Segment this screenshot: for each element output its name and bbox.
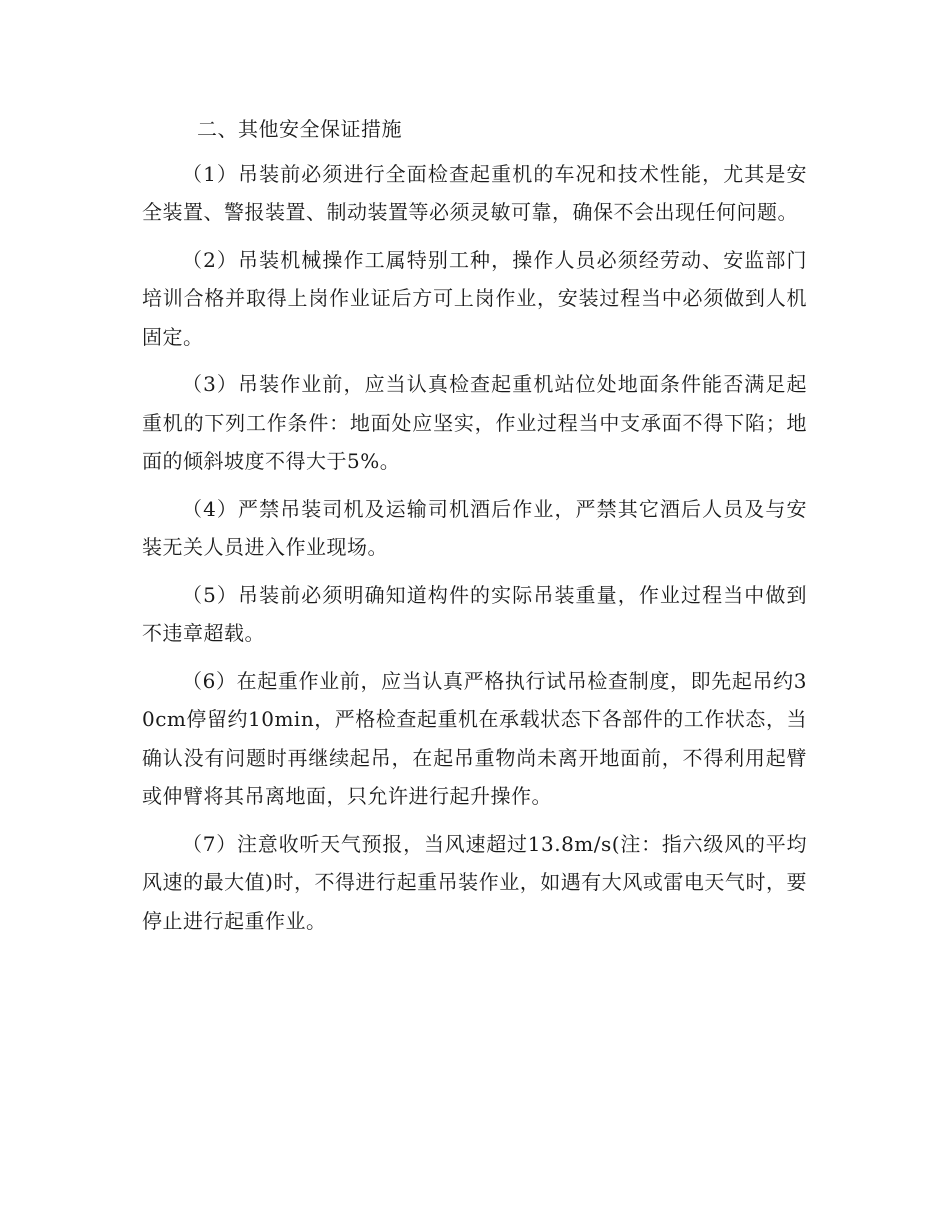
paragraph-1: （1）吊装前必须进行全面检查起重机的车况和技术性能，尤其是安全装置、警报装置、制动装置等必须灵敏可靠，确保不会出现任何问题。	[142, 161, 807, 224]
paragraph-7: （7）注意收听天气预报，当风速超过13.8m/s(注：指六级风的平均风速的最大值)时，不得进行起重吊装作业，如遇有大风或雷电天气时，要停止进行起重作业。	[142, 831, 807, 933]
paragraph-4: （4）严禁吊装司机及运输司机酒后作业，严禁其它酒后人员及与安装无关人员进入作业现场。	[142, 496, 807, 559]
paragraph-2: （2）吊装机械操作工属特别工种，操作人员必须经劳动、安监部门培训合格并取得上岗作业证后方可上岗作业，安装过程当中必须做到人机固定。	[142, 247, 807, 349]
paragraph-5: （5）吊装前必须明确知道构件的实际吊装重量，作业过程当中做到不违章超载。	[142, 582, 807, 645]
document-body	[142, 110, 807, 940]
paragraph-6: （6）在起重作业前，应当认真严格执行试吊检查制度，即先起吊约30cm停留约10min，严格检查起重机在承载状态下各部件的工作状态，当确认没有问题时再继续起吊，在起吊重物尚未离开地面前，不得利用起臂或伸臂将其吊离地面，只允许进行起升操作。	[142, 668, 807, 808]
section-heading: 二、其他安全保证措施	[197, 117, 402, 141]
paragraph-3: （3）吊装作业前，应当认真检查起重机站位处地面条件能否满足起重机的下列工作条件：地面处应坚实，作业过程当中支承面不得下陷；地面的倾斜坡度不得大于5%。	[142, 372, 807, 473]
